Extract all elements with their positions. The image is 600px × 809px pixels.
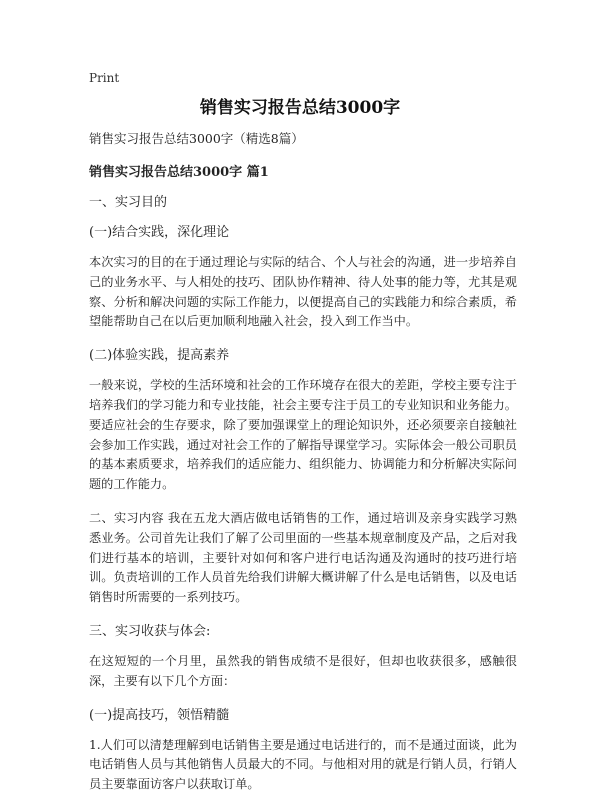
document-body xyxy=(89,130,517,809)
print-label: Print xyxy=(89,71,120,85)
paragraph-purpose: 本次实习的目的在于通过理论与实际的结合、个人与社会的沟通，进一步培养自己的业务水平、与人相处的技巧、团队协作精神、待人处事的能力等，尤其是观察、分析和解决问题的实际工作能力，以便提高自己的实践能力和综合素质，希望能帮助自己在以后更加顺利地融入社会，投入到工作当中。 xyxy=(89,255,517,329)
paragraph-phone-sales: 1.人们可以清楚理解到电话销售主要是通过电话进行的，而不是通过面谈，此为电话销售人员与其他销售人员最大的不同。与他相对用的就是行销人员，行销人员主要靠面访客户以获取订单。 xyxy=(89,737,517,792)
document-title: 销售实习报告总结3000字 xyxy=(199,98,401,118)
heading-gains: 三、实习收获与体会: xyxy=(89,623,211,639)
heading-experience-practice: (二)体验实践，提高素养 xyxy=(89,348,230,364)
heading-combine-practice: (一)结合实践，深化理论 xyxy=(89,225,230,240)
document-subtitle: 销售实习报告总结3000字（精选8篇） xyxy=(89,131,304,146)
heading-improve-skills: (一)提高技巧，领悟精髓 xyxy=(89,707,230,723)
paragraph-environment: 一般来说，学校的生活环境和社会的工作环境存在很大的差距，学校主要专注于培养我们的学习能力和专业技能，社会主要专注于员工的专业知识和业务能力。要适应社会的生存要求，除了要加强课堂上的理论知识外，还必须要亲自接触社会参加工作实践，通过对社会工作的了解指导课堂学习。实际体会一般公司职员的基本素质要求，培养我们的适应能力、组织能力、协调能力和分析解决实际问题的工作能力。 xyxy=(89,378,517,492)
section-title: 销售实习报告总结3000字 篇1 xyxy=(89,165,269,180)
paragraph-gains-intro: 在这短短的一个月里，虽然我的销售成绩不是很好，但却也收获很多，感触很深，主要有以下几个方面： xyxy=(89,653,517,688)
heading-internship-purpose: 一、实习目的 xyxy=(89,195,168,210)
paragraph-internship-content: 二、实习内容 我在五龙大酒店做电话销售的工作，通过培训及亲身实践学习熟悉业务。公司首先让我们了解了公司里面的一些基本规章制度及产品，之后对我们进行基本的培训，主要针对如何和客户进行电话沟通及沟通时的技巧进行培训。负责培训的工作人员首先给我们讲解大概讲解了什么是电话销售，以及电话销售时所需要的一系列技巧。 xyxy=(89,510,517,605)
